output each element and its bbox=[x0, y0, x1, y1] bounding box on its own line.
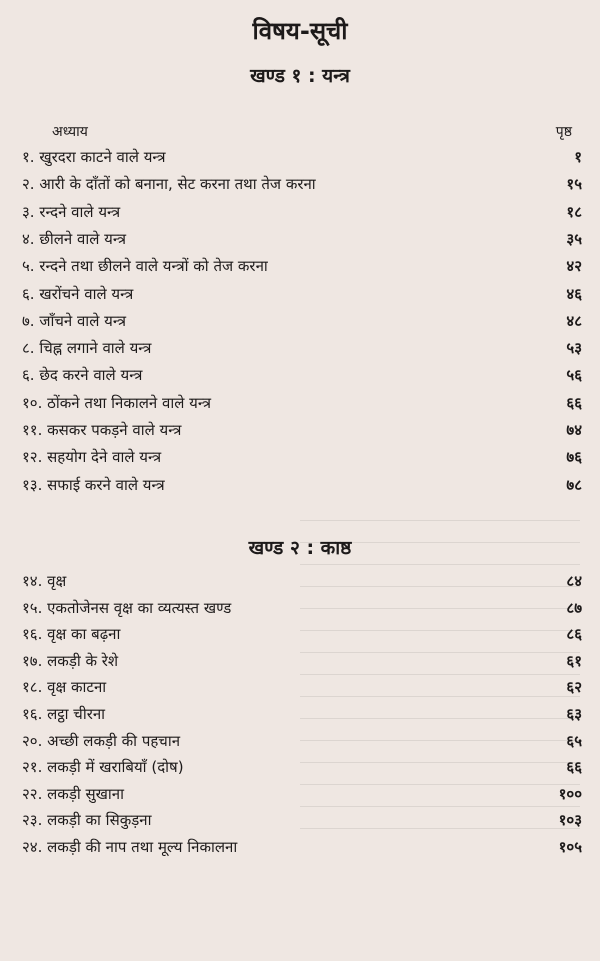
toc-entry-title: १६. लट्ठा चीरना bbox=[22, 705, 106, 723]
toc-entry-title: १६. वृक्ष का बढ़ना bbox=[22, 625, 121, 644]
toc-entry bbox=[22, 475, 582, 499]
toc-entry-title: १. खुरदरा काटने वाले यन्त्र bbox=[22, 148, 166, 166]
toc-entry-page-number: १०० bbox=[558, 784, 582, 803]
toc-entry bbox=[22, 677, 582, 701]
toc-entry bbox=[22, 174, 582, 198]
toc-entry-page-number: ७४ bbox=[566, 421, 582, 439]
toc-entry bbox=[22, 757, 582, 781]
toc-entry-page-number: १ bbox=[574, 148, 582, 166]
toc-entry-page-number: १५ bbox=[566, 175, 582, 194]
toc-entry bbox=[22, 311, 582, 335]
toc-entry bbox=[22, 598, 582, 622]
toc-entry-title: २. आरी के दाँतों को बनाना, सेट करना तथा तेज करना bbox=[22, 175, 316, 194]
toc-entry bbox=[22, 393, 582, 417]
toc-entry bbox=[22, 624, 582, 648]
toc-entry bbox=[22, 147, 582, 171]
toc-entry-page-number: १८ bbox=[566, 202, 582, 221]
toc-entry-title: ६. छेद करने वाले यन्त्र bbox=[22, 366, 143, 385]
toc-entry bbox=[22, 837, 582, 861]
toc-entry bbox=[22, 784, 582, 808]
page-title: विषय-सूची bbox=[252, 17, 348, 45]
toc-entry-page-number: ८७ bbox=[566, 598, 582, 617]
toc-entry bbox=[22, 810, 582, 834]
toc-entry-page-number: ६३ bbox=[566, 705, 582, 723]
toc-entry bbox=[22, 229, 582, 253]
toc-entry-title: २०. अच्छी लकड़ी की पहचान bbox=[22, 731, 181, 750]
toc-entry-title: २१. लकड़ी में खराबियाँ (दोष) bbox=[22, 758, 184, 777]
toc-entry-title: ६. खरोंचने वाले यन्त्र bbox=[22, 284, 134, 303]
toc-entry bbox=[22, 447, 582, 471]
toc-entry-page-number: ८६ bbox=[566, 625, 582, 644]
toc-entry bbox=[22, 651, 582, 675]
toc-entry-title: १२. सहयोग देने वाले यन्त्र bbox=[22, 448, 162, 467]
toc-entry-page-number: ८४ bbox=[566, 572, 582, 590]
toc-entry-title: २२. लकड़ी सुखाना bbox=[22, 784, 125, 803]
toc-entry-page-number: १०५ bbox=[558, 838, 582, 856]
toc-entry-title: १३. सफाई करने वाले यन्त्र bbox=[22, 475, 165, 494]
part2-heading: खण्ड २ : काष्ठ bbox=[248, 537, 352, 559]
toc-entry-page-number: १०३ bbox=[558, 811, 582, 830]
toc-entry-page-number: ६६ bbox=[566, 758, 582, 777]
toc-entry bbox=[22, 731, 582, 755]
toc-entry-page-number: ५३ bbox=[566, 339, 582, 358]
toc-entry bbox=[22, 704, 582, 728]
toc-entry bbox=[22, 256, 582, 280]
toc-entry-title: १०. ठोंकने तथा निकालने वाले यन्त्र bbox=[22, 393, 212, 412]
toc-entry bbox=[22, 338, 582, 362]
toc-entry-page-number: ५६ bbox=[566, 366, 582, 385]
toc-entry-title: १८. वृक्ष काटना bbox=[22, 678, 107, 697]
part1-heading: खण्ड १ : यन्त्र bbox=[250, 65, 350, 87]
toc-entry-page-number: ४२ bbox=[566, 257, 582, 276]
toc-entry bbox=[22, 571, 582, 595]
toc-entry-title: १४. वृक्ष bbox=[22, 572, 67, 590]
toc-entry-page-number: ६२ bbox=[566, 678, 582, 697]
toc-entry-title: ३. रन्दने वाले यन्त्र bbox=[22, 202, 121, 221]
toc-entry-page-number: ७८ bbox=[566, 475, 582, 494]
toc-entry-page-number: ४६ bbox=[566, 284, 582, 303]
toc-entry-page-number: ६६ bbox=[566, 393, 582, 412]
column-header-chapter: अध्याय bbox=[52, 124, 88, 140]
toc-entry-title: ४. छीलने वाले यन्त्र bbox=[22, 229, 127, 248]
toc-entry-title: ७. जाँचने वाले यन्त्र bbox=[22, 311, 126, 330]
toc-entry-title: ११. कसकर पकड़ने वाले यन्त्र bbox=[22, 421, 182, 439]
toc-entry bbox=[22, 202, 582, 226]
toc-entry-title: ८. चिह्न लगाने वाले यन्त्र bbox=[22, 339, 152, 358]
toc-entry bbox=[22, 420, 582, 444]
toc-entry-title: १५. एकतोजेनस वृक्ष का व्यत्यस्त खण्ड bbox=[22, 598, 232, 617]
toc-entry-page-number: ७६ bbox=[566, 448, 582, 467]
toc-entry-title: १७. लकड़ी के रेशे bbox=[22, 651, 119, 670]
toc-entry bbox=[22, 284, 582, 308]
toc-entry-title: २३. लकड़ी का सिकुड़ना bbox=[22, 811, 152, 830]
column-header-page: पृष्ठ bbox=[555, 124, 572, 140]
toc-entry-page-number: ६१ bbox=[566, 651, 582, 670]
toc-entry-title: २४. लकड़ी की नाप तथा मूल्य निकालना bbox=[22, 838, 238, 856]
toc-entry-page-number: ६५ bbox=[566, 731, 582, 750]
toc-entry-page-number: ४८ bbox=[566, 311, 582, 330]
toc-entry-title: ५. रन्दने तथा छीलने वाले यन्त्रों को तेज करना bbox=[22, 257, 268, 276]
toc-entry bbox=[22, 365, 582, 389]
toc-entry-page-number: ३५ bbox=[566, 229, 582, 248]
